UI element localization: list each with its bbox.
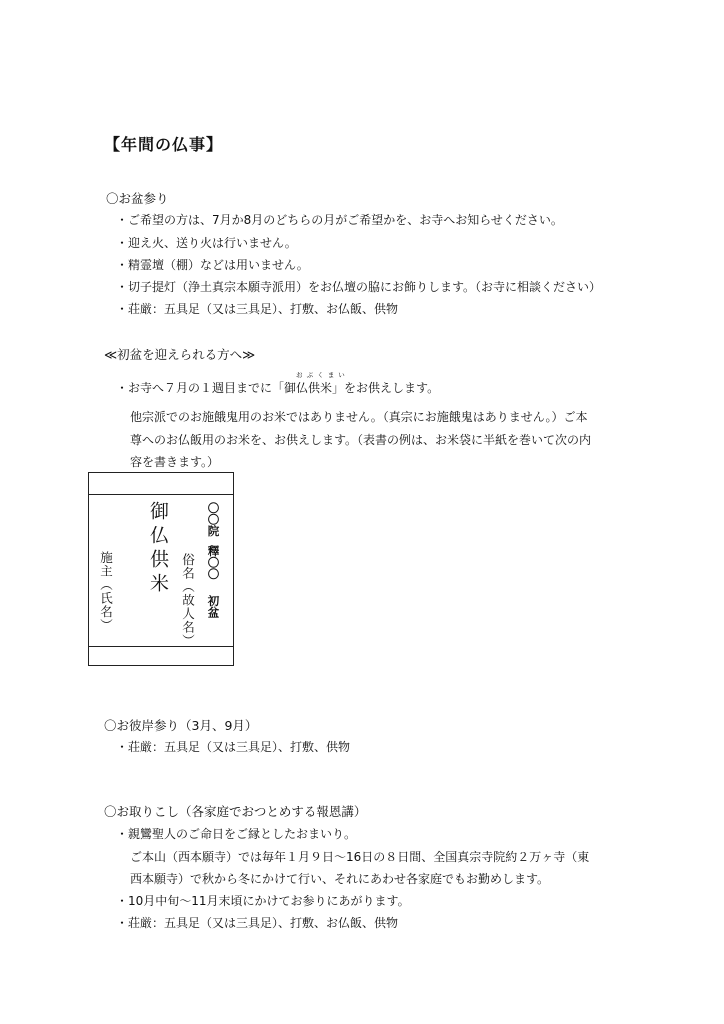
envelope-temple-name: 〇〇院	[206, 502, 221, 537]
envelope-first-obon: 初盆	[206, 595, 221, 618]
otorikoshi-paragraph-line: ご本山（西本願寺）では毎年１月９日～16日の８日間、全国真宗寺院約２万ヶ寺（東	[130, 850, 590, 864]
hatsubon-item-prefix: ・お寺へ７月の１週目までに「	[116, 381, 285, 395]
furigana: お ぶ く ま い	[296, 371, 346, 379]
otorikoshi-paragraph-line: 西本願寺）で秋から冬にかけて行い、それにあわせ各家庭でもお勤めします。	[130, 872, 550, 886]
obon-heading: 〇お盆参り	[106, 191, 169, 206]
hatsubon-item-suffix: 」をお供えします。	[332, 381, 440, 395]
hatsubon-heading: ≪初盆を迎えられる方へ≫	[104, 347, 256, 362]
envelope-secular-name: 俗名（故人名）	[180, 553, 196, 648]
obon-item: ・ご希望の方は、7月か8月のどちらの月がご希望かを、お寺へお知らせください。	[116, 213, 563, 227]
envelope-offering-title: 御仏供米	[147, 501, 169, 597]
hatsubon-paragraph-line: 他宗派でのお施餓鬼用のお米ではありません。（真宗にお施餓鬼はありません。）ご本	[130, 410, 588, 424]
page-title: 【年間の仏事】	[104, 135, 224, 154]
hatsubon-paragraph-line: 容を書きます。）	[130, 455, 220, 469]
obon-item: ・切子提灯（浄土真宗本願寺派用）をお仏壇の脇にお飾りします。（お寺に相談ください）	[116, 280, 602, 294]
hatsubon-item	[116, 379, 439, 396]
hatsubon-item-term: 御仏供米	[284, 381, 333, 395]
otorikoshi-item: ・荘厳：五具足（又は三具足）、打敷、お仏飯、供物	[116, 916, 399, 930]
hatsubon-paragraph-line: 尊へのお仏飯用のお米を、お供えします。（表書の例は、お米袋に半紙を巻いて次の内	[130, 433, 592, 447]
obon-item: ・迎え火、送り火は行いません。	[116, 236, 297, 250]
otorikoshi-item: ・10月中旬～11月末頃にかけてお参りにあがります。	[116, 894, 410, 908]
obon-item: ・精霊壇（棚）などは用いません。	[116, 258, 309, 272]
higan-item: ・荘厳：五具足（又は三具足）、打敷、供物	[116, 740, 351, 754]
envelope-dharma-name: 釋〇〇	[206, 545, 221, 580]
otorikoshi-item: ・親鸞聖人のご命日をご縁としたおまいり。	[116, 827, 357, 841]
envelope-top-band	[89, 494, 233, 495]
otorikoshi-heading: 〇お取りこし（各家庭でおつとめする報恩講）	[104, 804, 367, 819]
offering-envelope	[88, 472, 234, 666]
higan-heading: 〇お彼岸参り（3月、9月）	[104, 718, 258, 733]
envelope-bottom-band	[89, 646, 233, 647]
envelope-donor-name: 施主（氏名）	[98, 551, 114, 632]
obon-item: ・荘厳：五具足（又は三具足）、打敷、お仏飯、供物	[116, 302, 399, 316]
